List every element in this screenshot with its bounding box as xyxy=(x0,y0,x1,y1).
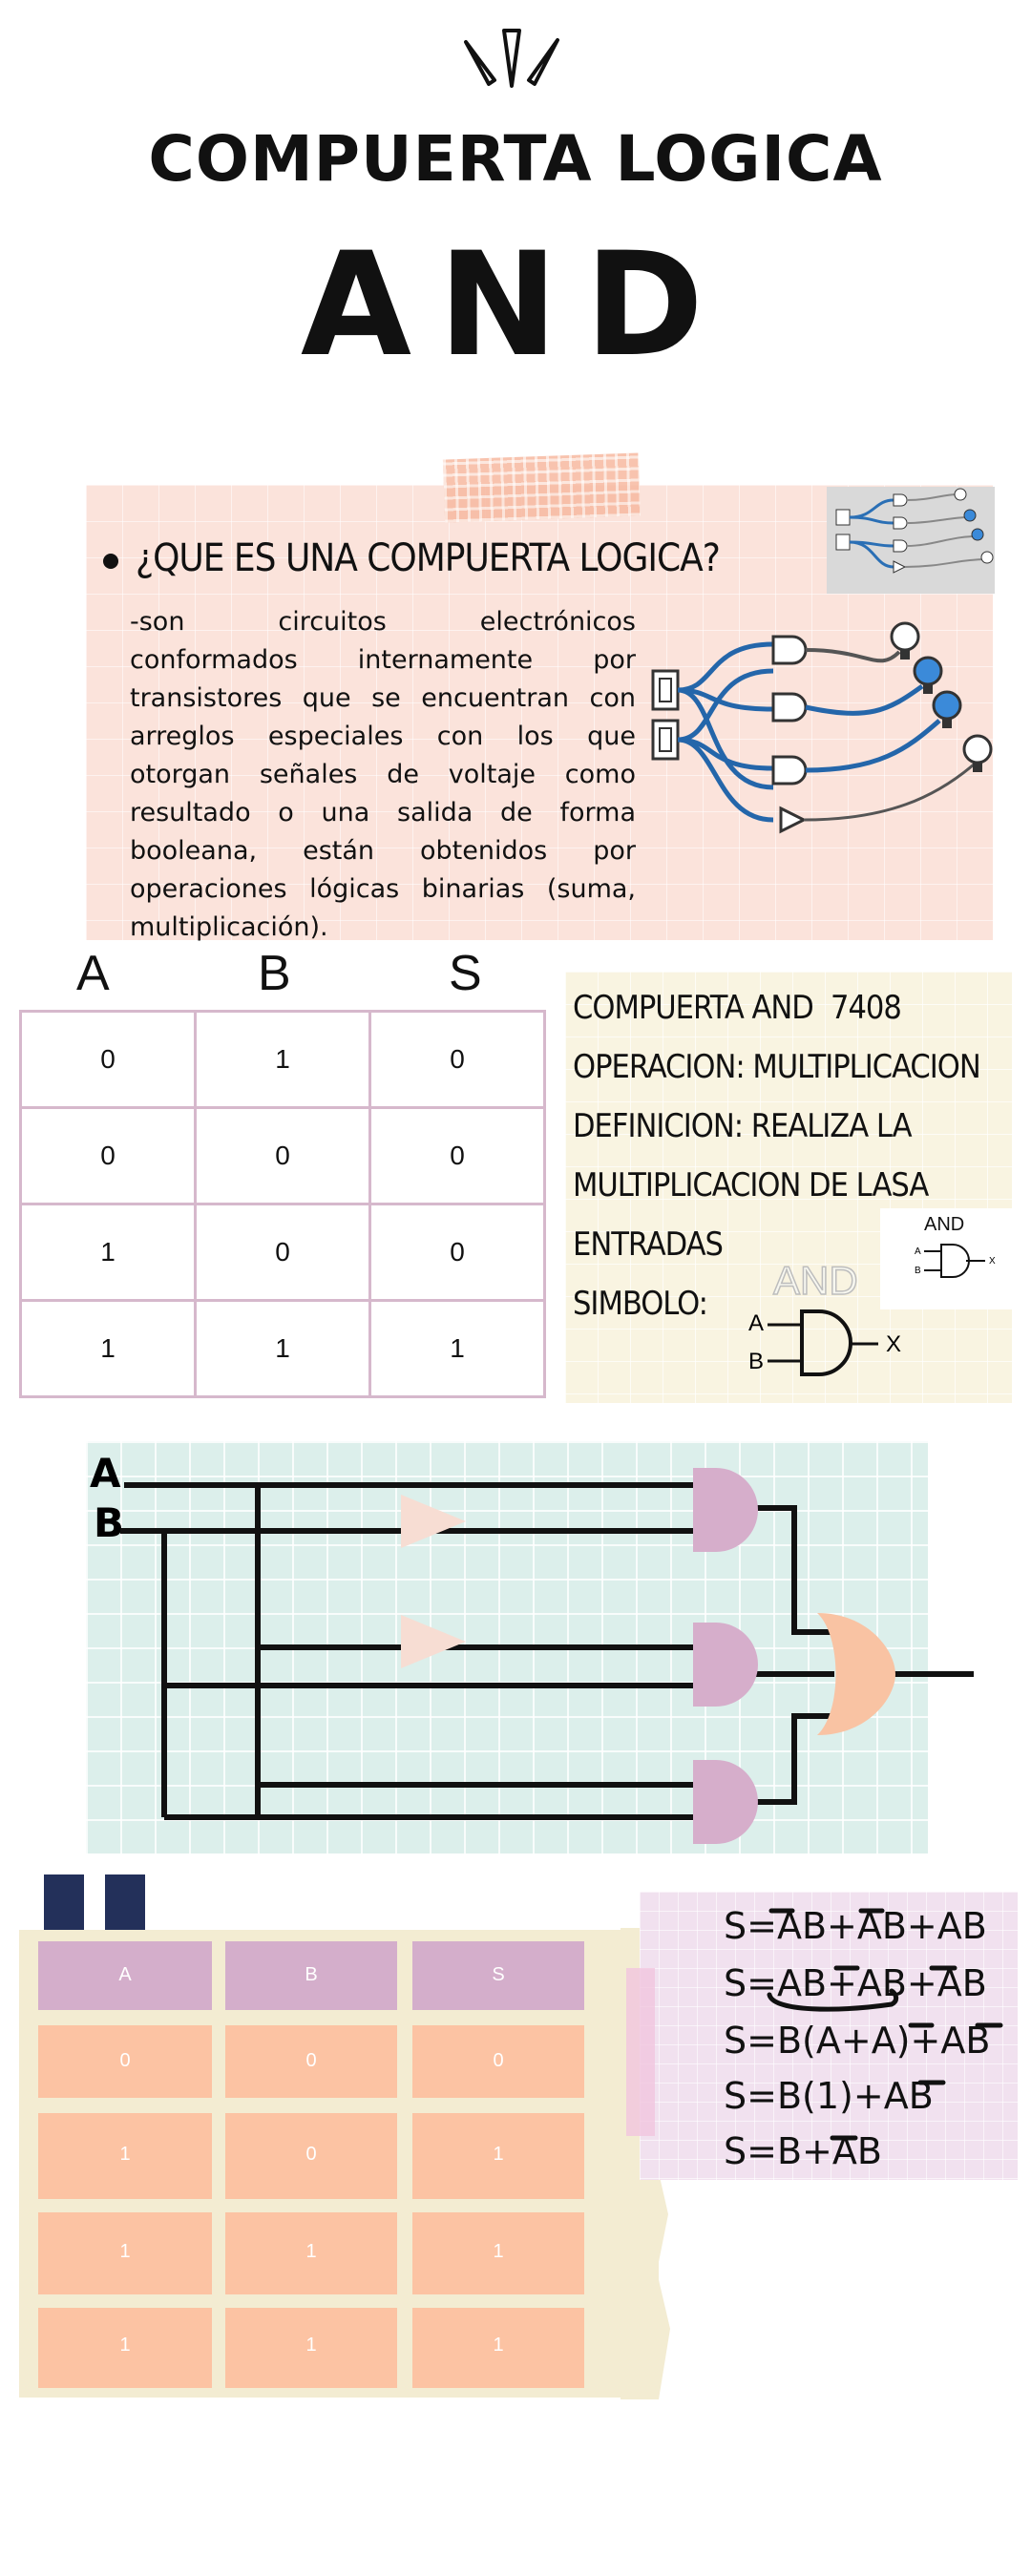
table-cell: 1 xyxy=(21,1301,196,1397)
table-cell: 0 xyxy=(21,1108,196,1204)
sparkle-icon xyxy=(462,27,563,90)
table-value: 0 xyxy=(119,2050,131,2071)
outline-and-label: AND xyxy=(773,1258,858,1303)
formula-line: S=B(A+A)+AB xyxy=(724,2020,991,2062)
table-cell: 0 xyxy=(370,1012,545,1108)
page-subtitle-and: AND xyxy=(300,222,731,388)
table-cell: 1 xyxy=(196,1301,370,1397)
table-row xyxy=(21,1108,545,1204)
table-cell: 0 xyxy=(196,1204,370,1301)
symbol-input-b: B xyxy=(748,1349,765,1374)
formula-overlines xyxy=(724,1905,1010,2191)
logic-gates-bulbs-illustration xyxy=(649,616,993,835)
formula-line: S=B+AB xyxy=(724,2130,882,2172)
table-cell: 0 xyxy=(370,1204,545,1301)
circuit-input-b: B xyxy=(94,1499,125,1546)
truth-table xyxy=(19,1010,546,1398)
table-value: 1 xyxy=(119,2144,131,2165)
table-value: 1 xyxy=(493,2335,504,2356)
small-symbol-title: AND xyxy=(924,1214,965,1235)
table-value: 1 xyxy=(305,2335,317,2356)
table-value: 1 xyxy=(305,2241,317,2262)
table-value: 0 xyxy=(305,2050,317,2071)
small-output-x: X xyxy=(989,1256,996,1267)
bullet-icon xyxy=(103,554,118,569)
gate-definition-label: DEFINICION: REALIZA LA xyxy=(573,1107,912,1145)
table-header-a: A xyxy=(118,1964,132,1985)
symbol-output-x: X xyxy=(886,1331,902,1357)
formula-line: S=B(1)+AB xyxy=(724,2075,934,2117)
washi-tape xyxy=(443,452,641,522)
table-cell: 0 xyxy=(196,1108,370,1204)
table-value: 1 xyxy=(119,2335,131,2356)
table-cell: 0 xyxy=(21,1012,196,1108)
gate-chip-number: 7408 xyxy=(831,989,901,1027)
circuit-input-a: A xyxy=(90,1450,121,1497)
table-value: 1 xyxy=(119,2241,131,2262)
gate-operation-label: OPERACION: MULTIPLICACION xyxy=(573,1048,980,1086)
truth-table-header-s: S xyxy=(449,946,482,1001)
gate-definition-cont: MULTIPLICACION DE LASA xyxy=(573,1166,929,1204)
table-value: 0 xyxy=(493,2050,504,2071)
table-value: 1 xyxy=(493,2241,504,2262)
gate-definition-end: ENTRADAS xyxy=(573,1225,723,1264)
formula-card-tape xyxy=(626,1968,655,2136)
formula-line: S=AB+AB+AB xyxy=(724,1905,987,1947)
table-cell: 1 xyxy=(21,1204,196,1301)
formula-line: S=AB+AB+AB xyxy=(724,1962,987,2004)
table-cell: 1 xyxy=(370,1301,545,1397)
small-input-b: B xyxy=(915,1266,921,1276)
definition-heading: ¿QUE ES UNA COMPUERTA LOGICA? xyxy=(136,536,720,580)
table-value: 1 xyxy=(493,2144,504,2165)
table-row xyxy=(21,1204,545,1301)
page-title: COMPUERTA LOGICA xyxy=(148,122,883,196)
small-and-gate-icon xyxy=(915,1239,1002,1281)
and-gate-symbol-icon xyxy=(745,1306,916,1382)
gate-name-label: COMPUERTA AND xyxy=(573,989,813,1027)
truth-table-header-a: A xyxy=(76,946,110,1001)
circuit-diagram xyxy=(86,1441,974,1853)
table-row xyxy=(21,1012,545,1108)
table-row xyxy=(21,1301,545,1397)
table-header-b: B xyxy=(305,1964,318,1985)
definition-text: -son circuitos electrónicos conformados internamente por transistores que se encuentran con arreglos especiales con los que otorgan señales de voltaje como resultado o una salida de forma booleana, están obtenidos por operaciones lógicas binarias (suma, multiplicación). xyxy=(130,607,636,942)
small-input-a: A xyxy=(915,1246,921,1257)
table-value: 0 xyxy=(305,2144,317,2165)
gate-symbol-label: SIMBOLO: xyxy=(573,1285,707,1323)
truth-table-header-b: B xyxy=(258,946,291,1001)
circuit-thumbnail-image xyxy=(827,487,995,594)
table-cell: 0 xyxy=(370,1108,545,1204)
symbol-input-a: A xyxy=(748,1310,765,1336)
table-cell: 1 xyxy=(196,1012,370,1108)
table-header-s: S xyxy=(492,1964,505,1985)
